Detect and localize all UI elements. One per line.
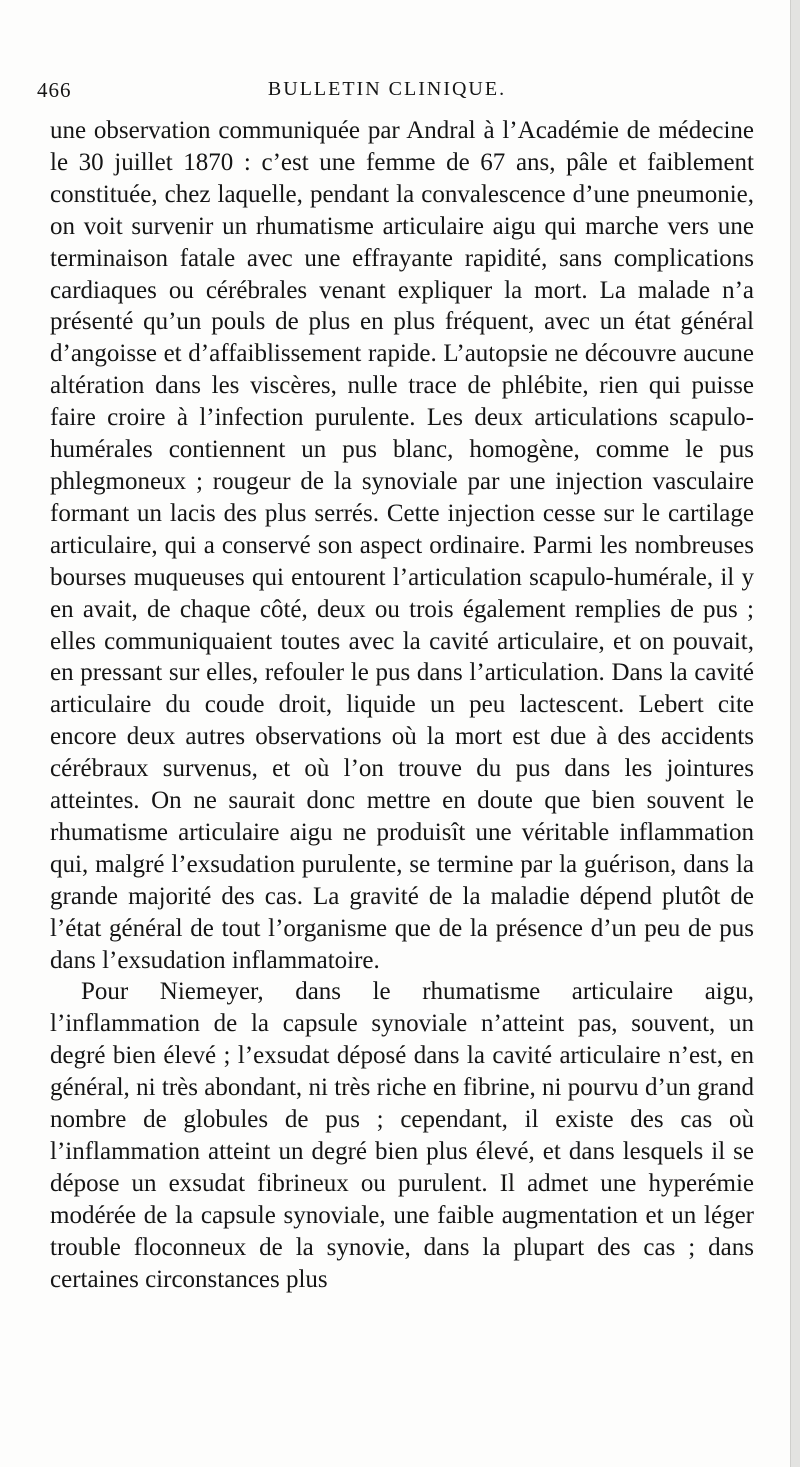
page-number: 466 <box>37 78 72 102</box>
paragraph-continuation: une observation communiquée par Andral à l’Académie de médecine le 30 juillet 1870 : c’est une femme de 67 ans, pâle et faiblement constituée, chez laquelle, pendant la convalescence d’une pneumonie, on voit survenir un rhumatisme articulaire aigu qui marche vers une terminaison fatale avec une effrayante rapidité, sans complications cardiaques ou cérébrales venant expliquer la mort. La malade n’a présenté qu’un pouls de plus en plus fréquent, avec un état général d’angoisse et d’affaiblissement rapide. L’autopsie ne découvre aucune altération dans les viscères, nulle trace de phlébite, rien qui puisse faire croire à l’infection purulente. Les deux articulations scapulo-humérales contiennent un pus blanc, homogène, comme le pus phlegmoneux ; rougeur de la synoviale par une injection vasculaire formant un lacis des plus serrés. Cette injection cesse sur le cartilage articulaire, qui a conservé son aspect ordinaire. Parmi les nombreuses bourses muqueuses qui entourent l’articulation scapulo-humérale, il y en avait, de chaque côté, deux ou trois également remplies de pus ; elles communiquaient toutes avec la cavité articulaire, et on pouvait, en pressant sur elles, refouler le pus dans l’articulation. Dans la cavité articulaire du coude droit, liquide un peu lactescent. Lebert cite encore deux autres observations où la mort est due à des accidents cérébraux survenus, et où l’on trouve du pus dans les jointures atteintes. On ne saurait donc mettre en doute que bien souvent le rhumatisme articulaire aigu ne produisît une véritable inflammation qui, malgré l’exsudation purulente, se termine par la guérison, dans la grande majorité des cas. La gravité de la maladie dépend plutôt de l’état général de tout l’organisme que de la présence d’un peu de pus dans l’exsudation inflammatoire. <box>50 117 754 974</box>
paragraph-niemeyer: Pour Niemeyer, dans le rhumatisme articulaire aigu, l’inflammation de la capsule synoviale n’atteint pas, souvent, un degré bien élevé ; l’exsudat déposé dans la cavité articulaire n’est, en général, ni très abondant, ni très riche en fibrine, ni pourvu d’un grand nombre de globules de pus ; cependant, il existe des cas où l’inflammation atteint un degré bien plus élevé, et dans lesquels il se dépose un exsudat fibrineux ou purulent. Il admet une hyperémie modérée de la capsule synoviale, une faible augmentation et un léger trouble floconneux de la synovie, dans la plupart des cas ; dans certaines circonstances plus <box>50 978 754 1293</box>
body-text <box>50 115 754 1415</box>
page-edge <box>790 0 800 1467</box>
running-head: BULLETIN CLINIQUE. <box>267 78 507 100</box>
page-header <box>37 78 717 108</box>
